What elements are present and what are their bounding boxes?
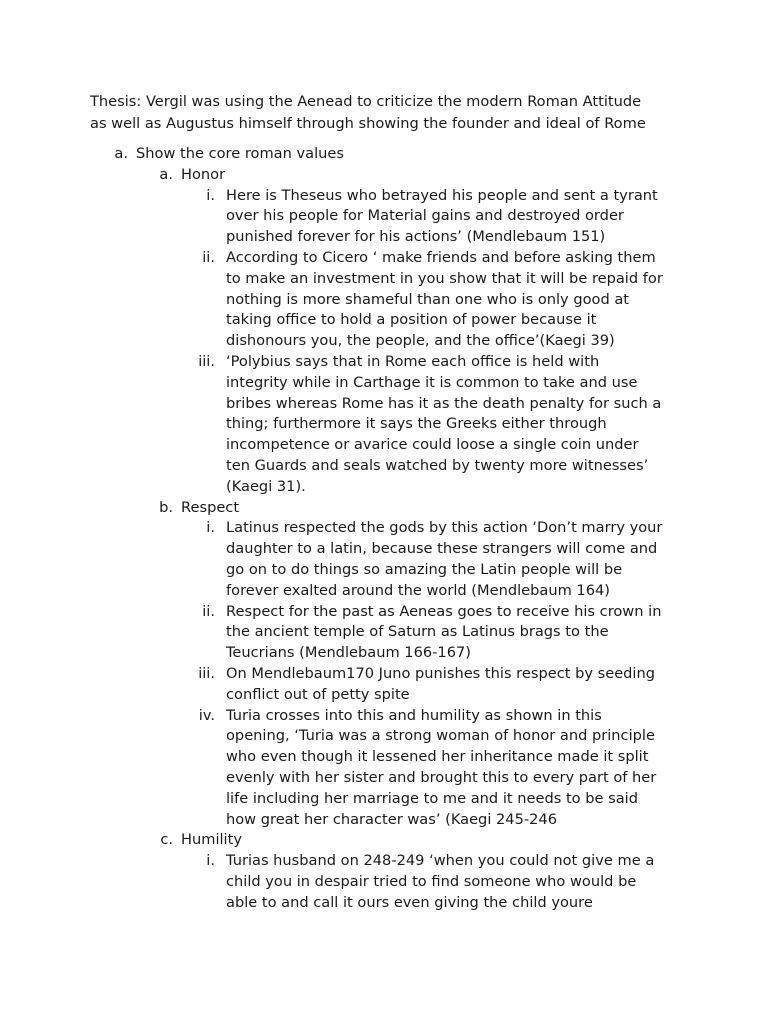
thesis-line: Thesis: Vergil was using the Aenead to criticize the modern Roman Attitude — [90, 93, 642, 110]
text-line: According to Cicero ‘ make friends and before asking them — [226, 248, 656, 266]
list-item — [0, 352, 768, 498]
text-line: able to and call it ours even giving the child youre — [226, 893, 593, 911]
text-line: opening, ‘Turia was a strong woman of honor and principle — [226, 727, 655, 745]
list-marker: iv. — [198, 706, 215, 724]
outline-heading: Show the core roman values — [136, 145, 344, 162]
list-marker: ii. — [202, 248, 215, 266]
list-item — [0, 706, 768, 831]
list-marker: i. — [206, 519, 215, 537]
list-item — [0, 518, 768, 601]
outline-item-respect — [0, 498, 768, 519]
text-line: ten Guards and seals watched by twenty more witnesses’ — [226, 456, 649, 474]
list-item — [0, 186, 768, 248]
list-marker: a. — [114, 145, 128, 162]
text-line: the ancient temple of Saturn as Latinus brags to the — [226, 623, 609, 641]
outline-heading: Humility — [181, 831, 242, 849]
text-line: ‘Polybius says that in Rome each office is held with — [226, 352, 600, 370]
text-line: evenly with her sister and brought this to every part of her — [226, 768, 657, 786]
text-line: who even though it lessened her inheritance made it split — [226, 748, 649, 766]
text-line: Turia crosses into this and humility as shown in this — [226, 706, 602, 724]
list-marker: b. — [159, 498, 173, 516]
text-line: Respect for the past as Aeneas goes to receive his crown in — [226, 602, 662, 620]
thesis-line: as well as Augustus himself through showing the founder and ideal of Rome — [90, 115, 646, 132]
text-line: nothing is more shameful than one who is only good at — [226, 290, 630, 308]
list-marker: i. — [206, 852, 215, 870]
outline-heading: Respect — [181, 498, 240, 516]
list-item — [0, 664, 768, 706]
text-line: Latinus respected the gods by this action ‘Don’t marry your — [226, 519, 663, 537]
outline-item-a — [0, 144, 768, 165]
text-line: how great her character was’ (Kaegi 245-246 — [226, 810, 557, 828]
list-item — [0, 602, 768, 664]
text-line: punished forever for his actions’ (Mendlebaum 151) — [226, 228, 606, 246]
list-marker: c. — [160, 831, 173, 849]
text-line: On Mendlebaum170 Juno punishes this respect by seeding — [226, 664, 656, 682]
list-item — [0, 851, 768, 913]
text-line: bribes whereas Rome has it as the death penalty for such a — [226, 394, 662, 412]
outline-item-humility — [0, 830, 768, 851]
list-item — [0, 248, 768, 352]
text-line: (Kaegi 31). — [226, 477, 306, 495]
text-line: Here is Theseus who betrayed his people and sent a tyrant — [226, 186, 658, 204]
list-marker: i. — [206, 186, 215, 204]
list-marker: iii. — [198, 352, 215, 370]
text-line: incompetence or avarice could loose a single coin under — [226, 436, 639, 454]
text-line: thing; furthermore it says the Greeks either through — [226, 415, 607, 433]
list-marker: iii. — [198, 664, 215, 682]
text-line: over his people for Material gains and destroyed order — [226, 207, 624, 225]
outline-heading: Honor — [181, 165, 226, 183]
text-line: taking office to hold a position of power because it — [226, 311, 597, 329]
list-marker: a. — [159, 165, 173, 183]
text-line: conflict out of petty spite — [226, 685, 410, 703]
text-line: to make an investment in you show that it will be repaid for — [226, 269, 663, 287]
text-line: child you in despair tried to find someone who would be — [226, 872, 637, 890]
text-line: go on to do things so amazing the Latin people will be — [226, 560, 623, 578]
text-line: daughter to a latin, because these strangers will come and — [226, 540, 658, 558]
text-line: integrity while in Carthage it is common to take and use — [226, 373, 638, 391]
list-marker: ii. — [202, 602, 215, 620]
text-line: forever exalted around the world (Mendlebaum 164) — [226, 581, 610, 599]
text-line: Teucrians (Mendlebaum 166-167) — [226, 644, 471, 662]
text-line: Turias husband on 248-249 ‘when you could not give me a — [226, 852, 655, 870]
outline-item-honor — [0, 165, 768, 186]
outline-list — [0, 144, 768, 913]
text-line: life including her marriage to me and it needs to be said — [226, 789, 638, 807]
thesis-paragraph — [90, 91, 690, 135]
text-line: dishonours you, the people, and the office’(Kaegi 39) — [226, 332, 615, 350]
